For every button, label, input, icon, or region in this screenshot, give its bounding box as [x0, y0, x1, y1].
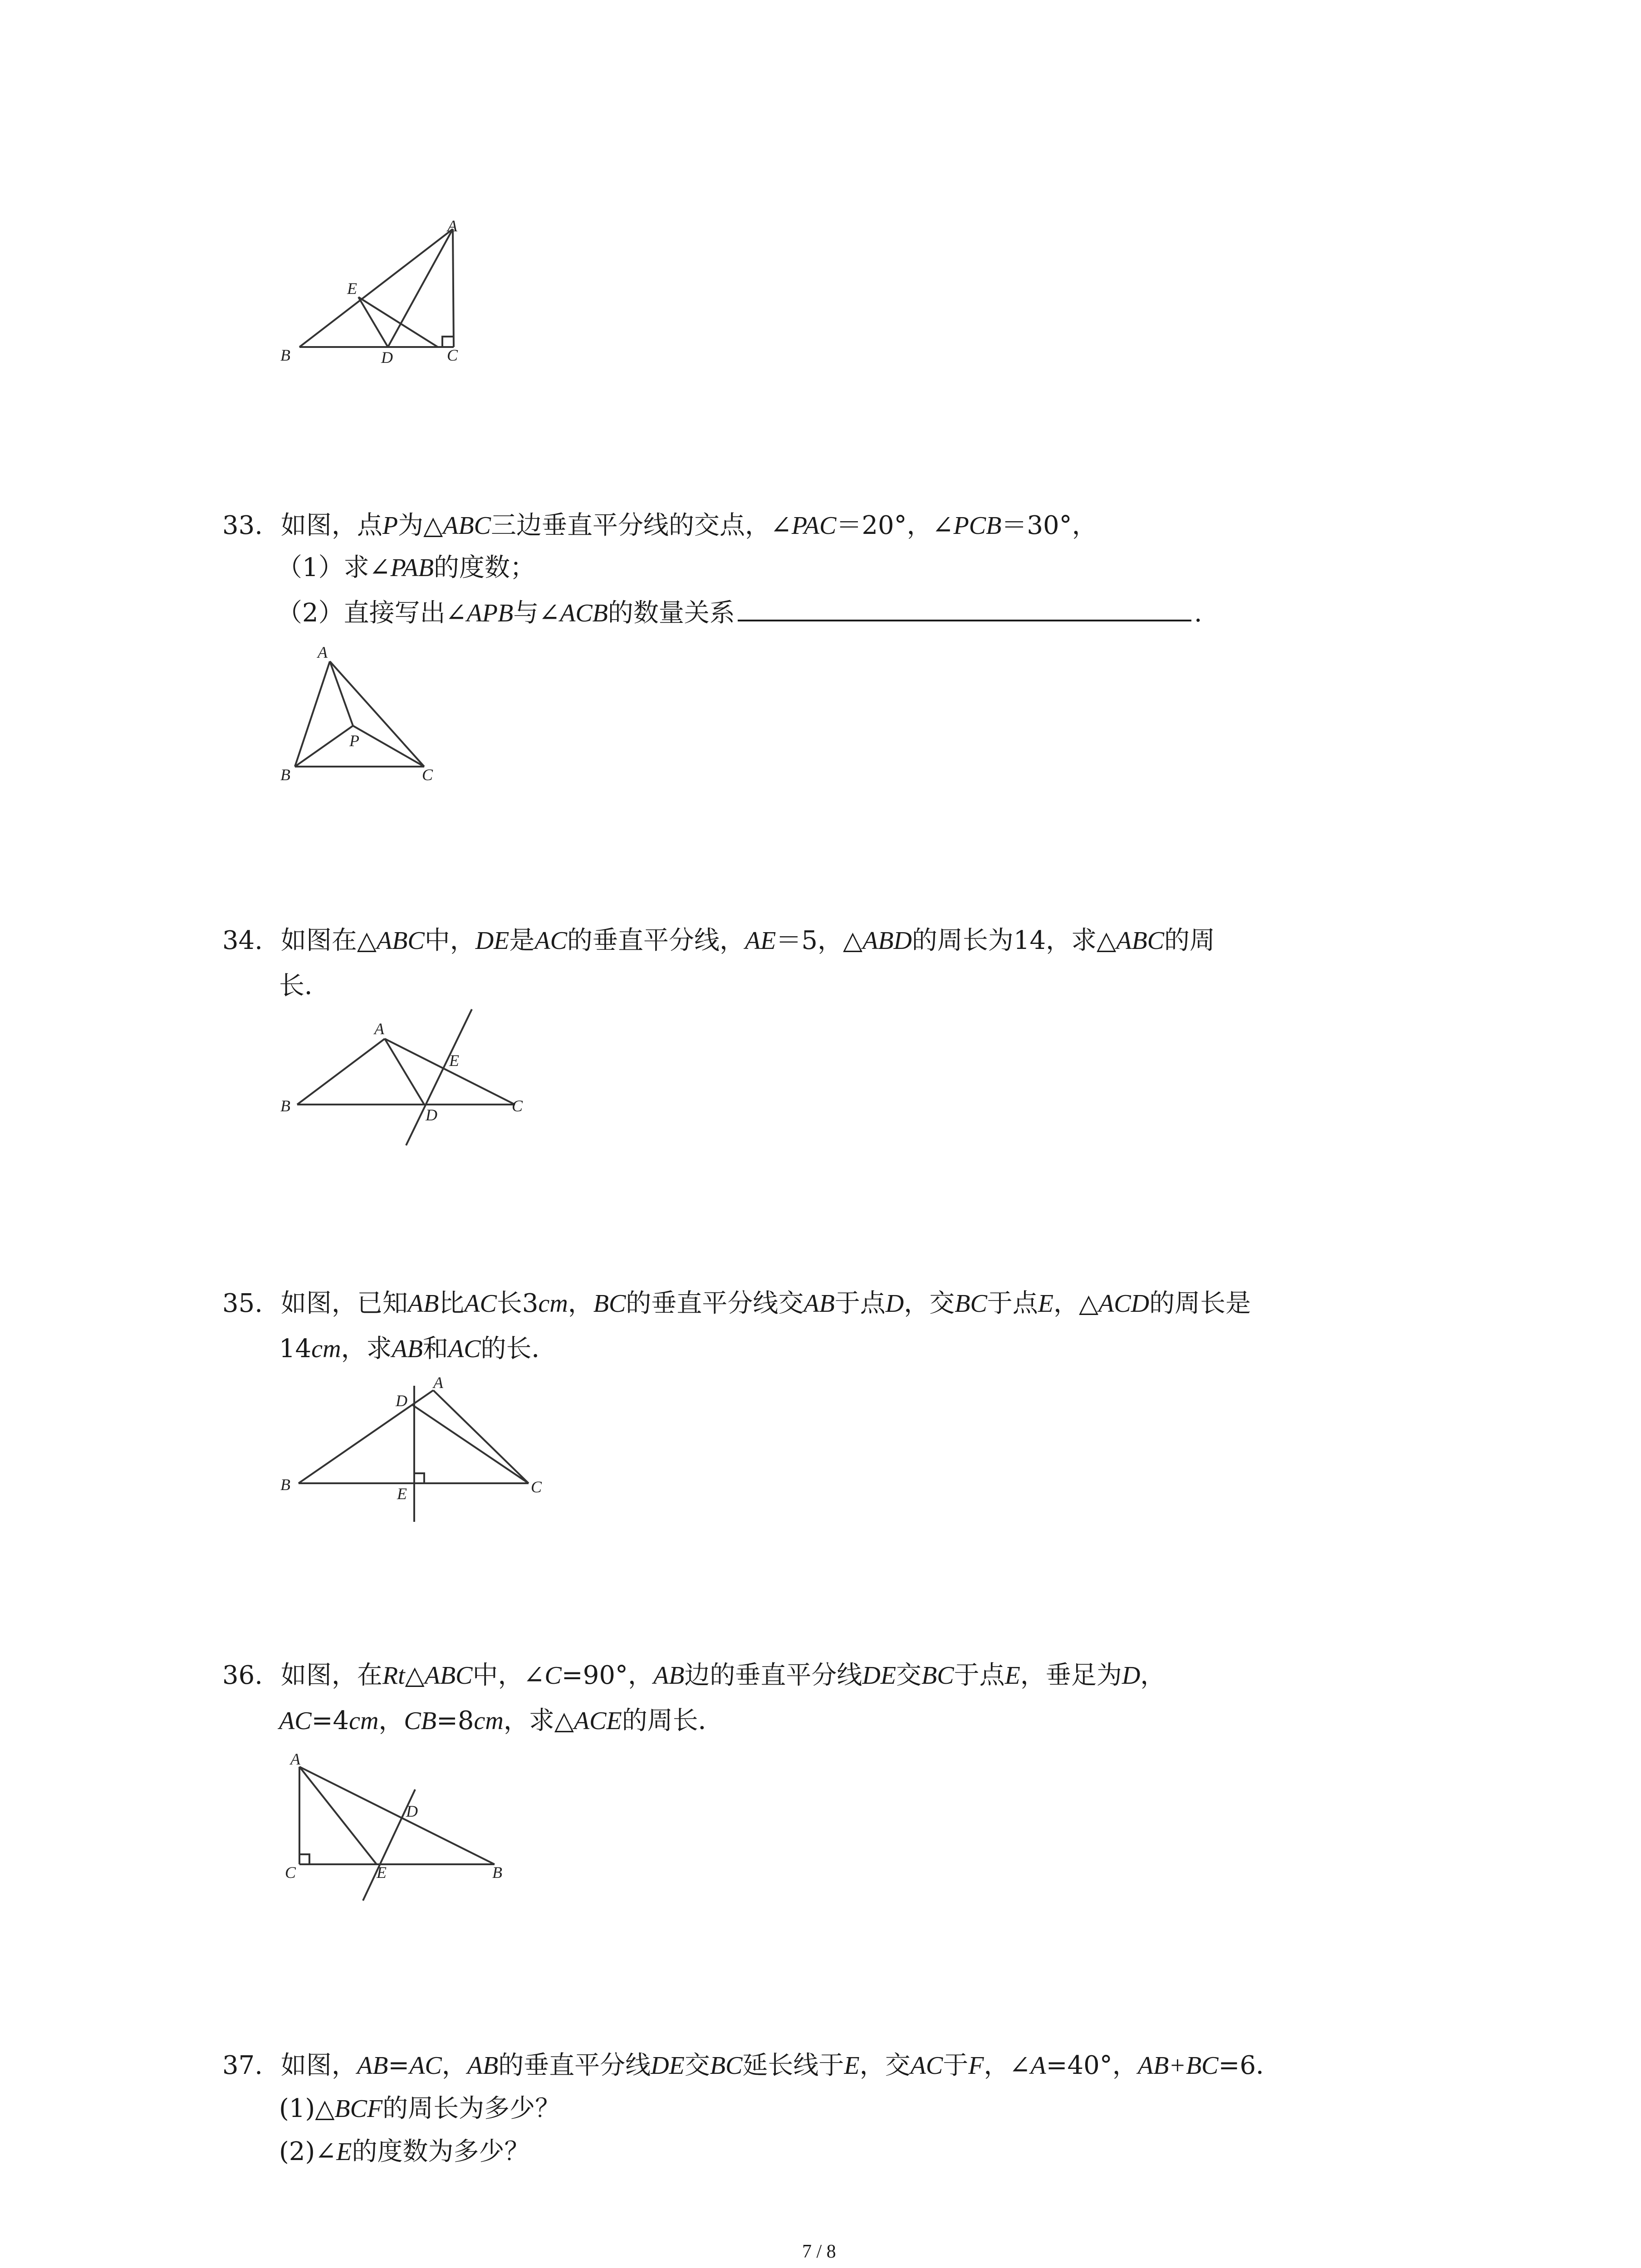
text: （2）直接写出∠ [277, 598, 467, 628]
text: 长3 [496, 1289, 539, 1318]
text: 的周 [1164, 926, 1215, 955]
text: E [1004, 1662, 1020, 1690]
text: 延长线于 [742, 2051, 844, 2080]
text: ，∠ [984, 2051, 1031, 2080]
fig34-label-A: A [374, 1020, 384, 1038]
text: 中， [424, 926, 475, 955]
text: 的周长为多少？ [382, 2094, 561, 2123]
text: =4 [311, 1706, 349, 1735]
fig32-label-B: B [280, 346, 290, 364]
text: E [844, 2052, 860, 2080]
text: CB [404, 1707, 436, 1735]
text: 如图， [280, 2051, 357, 2080]
problem-number: 36. [222, 1661, 263, 1690]
text: AC [279, 1707, 312, 1735]
text: 中，∠ [472, 1661, 545, 1690]
text: ABD [862, 927, 912, 955]
text: =90°， [561, 1661, 653, 1690]
text: AC [464, 1290, 497, 1318]
text: AB [407, 1290, 439, 1318]
text: AB [357, 2052, 388, 2080]
text: BC [710, 2052, 743, 2080]
text: P [382, 512, 398, 540]
text: (1)△ [279, 2094, 335, 2123]
text: AB [653, 1662, 685, 1690]
text: APB [466, 599, 514, 627]
text: ， [1140, 1661, 1166, 1690]
text: 的数量关系 [607, 598, 735, 628]
fig33-label-P: P [349, 732, 359, 750]
text: ， [568, 1289, 593, 1318]
text: Rt [382, 1662, 405, 1690]
text: 如图，在 [280, 1661, 382, 1690]
fig32-label-D: D [381, 348, 393, 367]
fig36-label-A: A [290, 1750, 300, 1768]
text: C [544, 1662, 562, 1690]
text: ，求 [341, 1334, 392, 1364]
text: 的长． [480, 1334, 557, 1364]
problem-number: 37. [222, 2051, 263, 2080]
fig33-label-B: B [280, 766, 290, 784]
text: 的度数； [433, 553, 535, 582]
text: ＝5，△ [776, 926, 863, 955]
text: 如图，已知 [280, 1289, 408, 1318]
text: =8 [436, 1706, 474, 1735]
text: AC [910, 2052, 943, 2080]
text: 于点 [987, 1289, 1038, 1318]
fig35-label-B: B [280, 1476, 290, 1494]
text: cm [474, 1707, 504, 1735]
problem-number: 33. [222, 511, 263, 540]
fig35-label-C: C [531, 1478, 542, 1496]
text: 的垂直平分线交 [626, 1289, 804, 1318]
text: AB [392, 1335, 423, 1363]
text: DE [651, 2052, 685, 2080]
fig36-label-B: B [492, 1863, 502, 1882]
text: 长． [279, 971, 330, 1001]
text: (2)∠ [279, 2137, 337, 2166]
text: 的周长为14，求△ [911, 926, 1117, 955]
text: 交 [896, 1661, 922, 1690]
fig34-label-E: E [449, 1051, 459, 1070]
text: 与∠ [513, 598, 560, 628]
problem-37-question-1 [279, 2093, 560, 2124]
text: 于点 [834, 1289, 886, 1318]
text: 边的垂直平分线 [684, 1661, 862, 1690]
text: 的周长是 [1149, 1289, 1251, 1318]
text: ABC [443, 512, 491, 540]
fig32-label-C: C [447, 346, 458, 364]
text: ACB [560, 599, 608, 627]
text: ，△ [1053, 1289, 1099, 1318]
fig33-label-C: C [422, 766, 433, 784]
text: AC [448, 1335, 481, 1363]
problem-number: 34. [222, 926, 263, 955]
text: 为△ [398, 511, 443, 540]
text: ABC [424, 1662, 473, 1690]
text: BC [955, 1290, 987, 1318]
text: cm [311, 1335, 341, 1363]
text: cm [538, 1290, 568, 1318]
fig32-label-E: E [347, 279, 357, 298]
text: △ [405, 1661, 425, 1690]
text: ，交 [859, 2051, 911, 2080]
text: BCF [334, 2095, 383, 2123]
text: ， [378, 1706, 404, 1735]
text: DE [475, 927, 509, 955]
text: BC [593, 1290, 626, 1318]
text: 14 [279, 1334, 312, 1364]
text: . [1194, 598, 1202, 628]
text: E [1038, 1290, 1054, 1318]
fig32-label-A: A [447, 217, 457, 235]
text: ，交 [904, 1289, 955, 1318]
text: 的垂直平分线 [498, 2051, 651, 2080]
text: PAB [390, 554, 434, 582]
text: 于点 [954, 1661, 1005, 1690]
text: ，垂足为 [1020, 1661, 1122, 1690]
text: 比 [439, 1289, 465, 1318]
text: cm [349, 1707, 379, 1735]
text: 于 [943, 2051, 969, 2080]
fig36-label-D: D [406, 1802, 418, 1820]
text: ABC [376, 927, 425, 955]
fig34-label-C: C [512, 1097, 523, 1115]
text: ，求△ [503, 1706, 574, 1735]
text: 三边垂直平分线的交点，∠ [490, 511, 792, 540]
fig35-label-D: D [396, 1392, 407, 1410]
text: 如图在△ [280, 926, 377, 955]
text: AB [803, 1290, 835, 1318]
text: F [968, 2052, 984, 2080]
text: ＝30°， [1001, 511, 1097, 540]
text: =40°， [1046, 2051, 1138, 2080]
problem-37-question-2 [279, 2136, 529, 2167]
text: 的度数为多少？ [352, 2137, 530, 2166]
text: AB [467, 2052, 499, 2080]
text: 交 [684, 2051, 710, 2080]
fig34-label-D: D [426, 1106, 437, 1124]
text: 和 [422, 1334, 448, 1364]
text: = [388, 2051, 410, 2080]
text: PCB [953, 512, 1002, 540]
text: ACE [573, 1707, 622, 1735]
text: D [885, 1290, 904, 1318]
text: PAC [791, 512, 837, 540]
text: BC [921, 1662, 954, 1690]
text: E [336, 2138, 352, 2166]
fig36-label-E: E [377, 1863, 387, 1882]
text: =6． [1218, 2051, 1282, 2080]
page-number: 7 / 8 [802, 2241, 836, 2262]
text: 是 [509, 926, 535, 955]
problem-number: 35. [222, 1289, 263, 1318]
text: D [1122, 1662, 1141, 1690]
text: AB+BC [1137, 2052, 1219, 2080]
text: ， [441, 2051, 467, 2080]
fig35-label-A: A [433, 1374, 443, 1392]
fig36-label-C: C [285, 1863, 296, 1882]
text: 的周长． [622, 1706, 724, 1735]
text: （1）求∠ [277, 553, 391, 582]
fig33-label-A: A [318, 643, 328, 661]
text: 如图，点 [280, 511, 382, 540]
problem-37-line-1 [222, 2050, 1281, 2081]
text: AC [534, 927, 567, 955]
text: DE [862, 1662, 896, 1690]
text: ＝20°，∠ [836, 511, 954, 540]
text: A [1030, 2052, 1046, 2080]
text: ACD [1098, 1290, 1150, 1318]
fig34-label-B: B [280, 1097, 290, 1115]
text: 的垂直平分线， [567, 926, 745, 955]
text: AE [745, 927, 776, 955]
text: AC [409, 2052, 442, 2080]
fig35-label-E: E [397, 1485, 407, 1503]
text: ABC [1116, 927, 1165, 955]
